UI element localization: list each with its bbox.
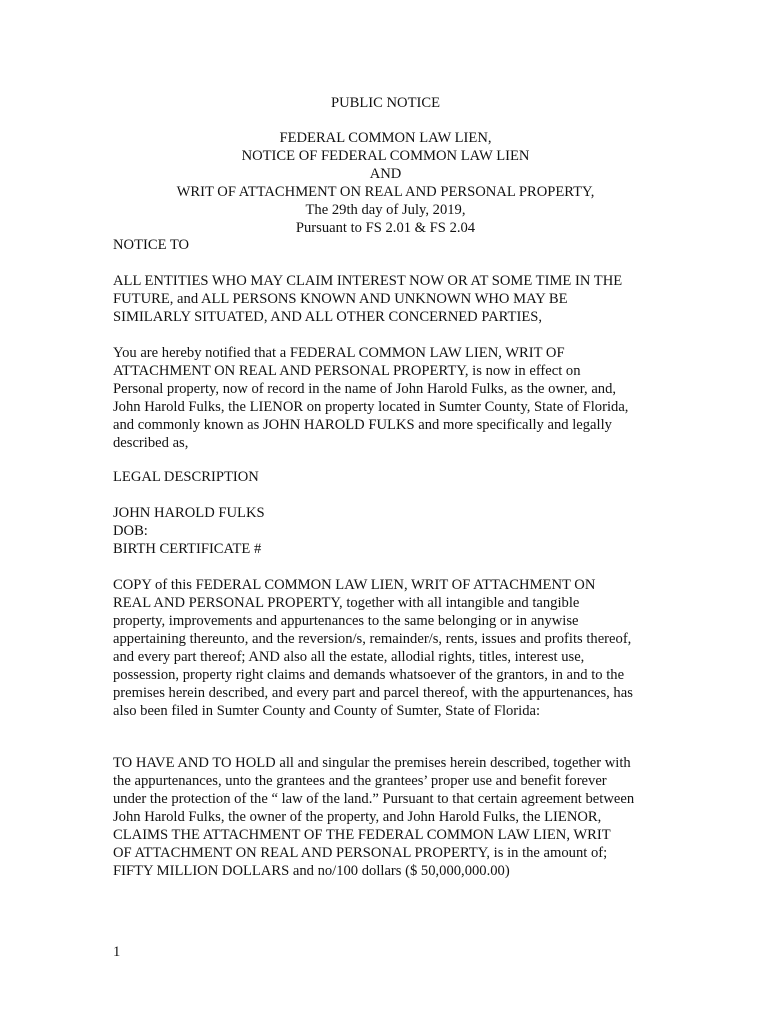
paragraph-line: ALL ENTITIES WHO MAY CLAIM INTEREST NOW OR AT SOME TIME IN THE bbox=[113, 273, 623, 289]
paragraph-line: and commonly known as JOHN HAROLD FULKS and more specifically and legally bbox=[113, 417, 612, 433]
paragraph-line: You are hereby notified that a FEDERAL COMMON LAW LIEN, WRIT OF bbox=[113, 345, 565, 361]
paragraph-line: possession, property right claims and demands whatsoever of the grantors, in and to the bbox=[113, 667, 625, 683]
document-title: PUBLIC NOTICE bbox=[330, 95, 441, 111]
heading-line: The 29th day of July, 2019, bbox=[305, 202, 466, 218]
paragraph-line: property, improvements and appurtenances to the same belonging or in anywise bbox=[113, 613, 579, 629]
paragraph-line: under the protection of the “ law of the land.” Pursuant to that certain agreement between bbox=[113, 791, 635, 807]
identity-dob: DOB: bbox=[113, 523, 148, 539]
identity-birth-certificate: BIRTH CERTIFICATE # bbox=[113, 541, 262, 557]
page-number: 1 bbox=[113, 944, 121, 960]
paragraph-line: COPY of this FEDERAL COMMON LAW LIEN, WRIT OF ATTACHMENT ON bbox=[113, 577, 596, 593]
heading-line: AND bbox=[369, 166, 402, 182]
heading-line: FEDERAL COMMON LAW LIEN, bbox=[279, 130, 492, 146]
identity-name: JOHN HAROLD FULKS bbox=[113, 505, 265, 521]
paragraph-line: OF ATTACHMENT ON REAL AND PERSONAL PROPERTY, is in the amount of; bbox=[113, 845, 608, 861]
copy-paragraph bbox=[113, 576, 658, 720]
legal-description-heading bbox=[113, 468, 658, 486]
paragraph-line: John Harold Fulks, the owner of the property, and John Harold Fulks, the LIENOR, bbox=[113, 809, 602, 825]
paragraph-line: TO HAVE AND TO HOLD all and singular the premises herein described, together with bbox=[113, 755, 631, 771]
paragraph-line: the appurtenances, unto the grantees and the grantees’ proper use and benefit forever bbox=[113, 773, 607, 789]
identity-block bbox=[113, 504, 658, 558]
paragraph-line: Personal property, now of record in the name of John Harold Fulks, as the owner, and, bbox=[113, 381, 617, 397]
paragraph-line: premises herein described, and every part and parcel thereof, with the appurtenances, has bbox=[113, 685, 633, 701]
document-title-block bbox=[113, 94, 658, 112]
paragraph-line: John Harold Fulks, the LIENOR on property located in Sumter County, State of Florida, bbox=[113, 399, 629, 415]
notice-to-label bbox=[113, 236, 658, 254]
notification-paragraph bbox=[113, 344, 658, 452]
legal-description-text: LEGAL DESCRIPTION bbox=[113, 469, 259, 485]
paragraph-line: SIMILARLY SITUATED, AND ALL OTHER CONCERNED PARTIES, bbox=[113, 309, 542, 325]
paragraph-line: CLAIMS THE ATTACHMENT OF THE FEDERAL COMMON LAW LIEN, WRIT bbox=[113, 827, 611, 843]
notice-to-text: NOTICE TO bbox=[113, 237, 190, 253]
paragraph-line: and every part thereof; AND also all the estate, allodial rights, titles, interest use, bbox=[113, 649, 585, 665]
habendum-paragraph bbox=[113, 754, 658, 880]
paragraph-line: appertaining thereunto, and the reversion/s, remainder/s, rents, issues and profits thereof, bbox=[113, 631, 632, 647]
entities-paragraph bbox=[113, 272, 658, 326]
paragraph-line: described as, bbox=[113, 435, 189, 451]
paragraph-line: REAL AND PERSONAL PROPERTY, together with all intangible and tangible bbox=[113, 595, 580, 611]
paragraph-line: FIFTY MILLION DOLLARS and no/100 dollars ($ 50,000,000.00) bbox=[113, 863, 510, 879]
heading-line: NOTICE OF FEDERAL COMMON LAW LIEN bbox=[241, 148, 530, 164]
paragraph-line: FUTURE, and ALL PERSONS KNOWN AND UNKNOWN WHO MAY BE bbox=[113, 291, 568, 307]
paragraph-line: ATTACHMENT ON REAL AND PERSONAL PROPERTY, is now in effect on bbox=[113, 363, 581, 379]
heading-line: Pursuant to FS 2.01 & FS 2.04 bbox=[295, 220, 476, 236]
document-heading bbox=[113, 129, 658, 237]
heading-line: WRIT OF ATTACHMENT ON REAL AND PERSONAL PROPERTY, bbox=[176, 184, 595, 200]
paragraph-line: also been filed in Sumter County and County of Sumter, State of Florida: bbox=[113, 703, 541, 719]
